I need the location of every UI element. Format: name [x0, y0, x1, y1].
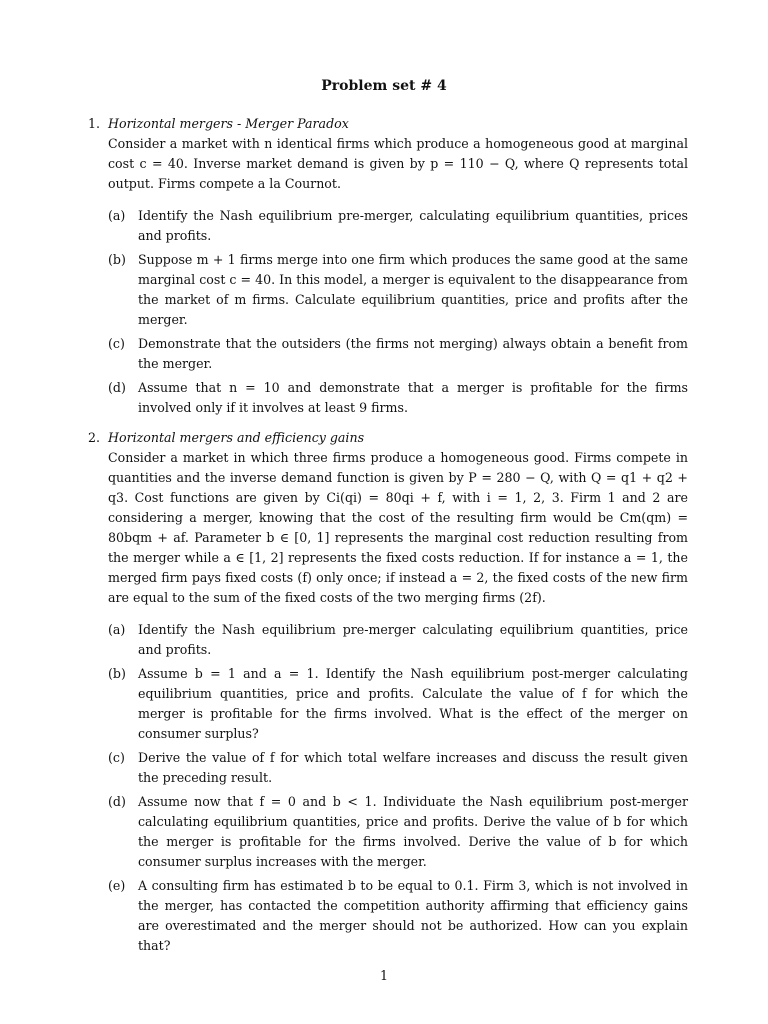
part-text: Identify the Nash equilibrium pre-merger, calculating equilibrium quantities, prices and profits. [138, 208, 688, 243]
part-label: (c) [108, 750, 125, 765]
problem-heading: Horizontal mergers - Merger Paradox [108, 116, 349, 131]
problem-2 [88, 428, 688, 960]
part-b [108, 250, 688, 330]
part-label: (d) [108, 380, 126, 395]
problem-parts [108, 206, 688, 418]
part-a [108, 206, 688, 246]
page-title: Problem set # 4 [321, 78, 447, 94]
part-text: A consulting firm has estimated b to be equal to 0.1. Firm 3, which is not involved in the merger, has contacted the competition authority affirming that efficiency gains are overestimated and the merger should not be authorized. How can you explain that? [138, 878, 688, 953]
part-label: (d) [108, 794, 126, 809]
part-a [108, 620, 688, 660]
part-label: (b) [108, 666, 126, 681]
problem-1 [88, 114, 688, 422]
part-label: (c) [108, 336, 125, 351]
part-label: (b) [108, 252, 126, 267]
part-text: Assume b = 1 and a = 1. Identify the Nash equilibrium post-merger calculating equilibrium quantities, price and profits. Calculate the value of f for which the merger is profitable for the firms involved. What is the effect of the merger on consumer surplus? [138, 666, 688, 741]
part-d [108, 378, 688, 418]
problem-number: 2. [88, 430, 101, 445]
problem-heading: Horizontal mergers and efficiency gains [108, 430, 365, 445]
part-text: Identify the Nash equilibrium pre-merger calculating equilibrium quantities, price and profits. [138, 622, 688, 657]
part-b [108, 664, 688, 744]
part-text: Derive the value of f for which total welfare increases and discuss the result given the preceding result. [138, 750, 688, 785]
part-text: Assume now that f = 0 and b < 1. Individuate the Nash equilibrium post-merger calculating equilibrium quantities, price and profits. Derive the value of b for which the merger is profitable for the firms involved. Derive the value of b for which consumer surplus increases with the merger. [138, 794, 688, 869]
page-number: 1 [379, 968, 388, 983]
part-label: (a) [108, 622, 126, 637]
problem-parts [108, 620, 688, 956]
part-d [108, 792, 688, 872]
problem-body [108, 114, 688, 194]
problem-body [108, 428, 688, 608]
problem-text: Consider a market with n identical firms which produce a homogeneous good at marginal cost c = 40. Inverse market demand is given by p = 110 − Q, where Q represents total output. Firms compete a la Cournot. [108, 136, 688, 191]
part-text: Assume that n = 10 and demonstrate that a merger is profitable for the firms involved only if it involves at least 9 firms. [138, 380, 688, 415]
part-c [108, 334, 688, 374]
part-text: Demonstrate that the outsiders (the firms not merging) always obtain a benefit from the merger. [138, 336, 688, 371]
part-e [108, 876, 688, 956]
part-text: Suppose m + 1 firms merge into one firm which produces the same good at the same marginal cost c = 40. In this model, a merger is equivalent to the disappearance from the market of m firms. Calculate equilibrium quantities, price and profits after the merger. [138, 252, 688, 327]
problem-text: Consider a market in which three firms produce a homogeneous good. Firms compete in quantities and the inverse demand function is given by P = 280 − Q, with Q = q1 + q2 + q3. Cost functions are given by Ci(qi) = 80qi + f, with i = 1, 2, 3. Firm 1 and 2 are considering a merger, knowing that the cost of the resulting firm would be Cm(qm) = 80bqm + af. Parameter b ∈ [0, 1] represents the marginal cost reduction resulting from the merger while a ∈ [1, 2] represents the fixed costs reduction. If for instance a = 1, the merged firm pays fixed costs (f) only once; if instead a = 2, the fixed costs of the new firm are equal to the sum of the fixed costs of the two merging firms (2f). [108, 450, 688, 605]
problem-number: 1. [88, 116, 101, 131]
part-c [108, 748, 688, 788]
part-label: (a) [108, 208, 126, 223]
part-label: (e) [108, 878, 126, 893]
